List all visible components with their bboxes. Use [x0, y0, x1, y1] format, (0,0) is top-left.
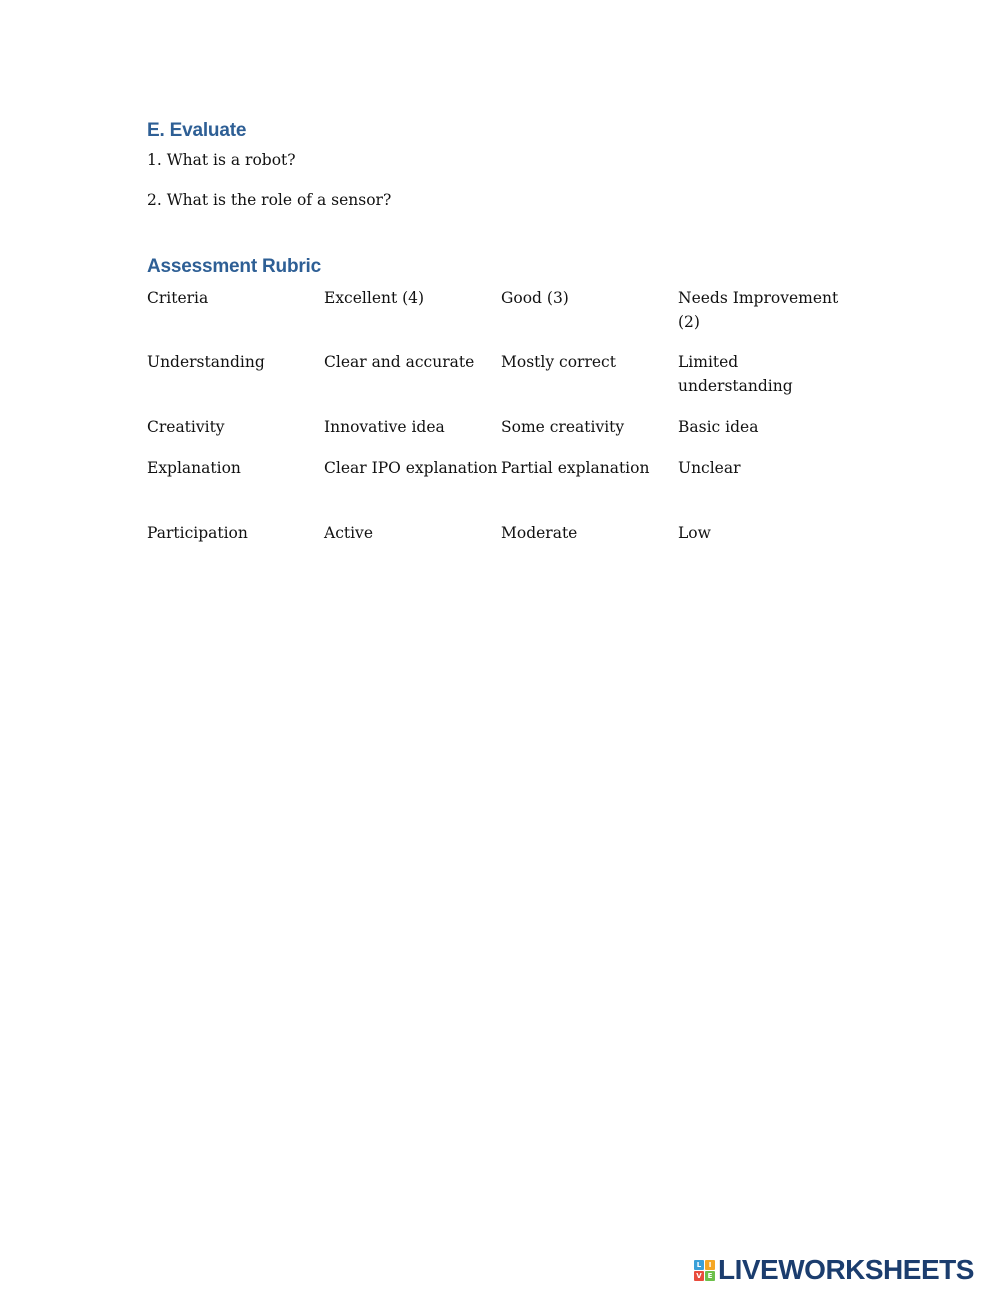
header-good: Good (3)	[501, 289, 569, 307]
liveworksheets-wordmark: LIVEWORKSHEETS	[718, 1254, 974, 1285]
table-row	[147, 350, 848, 415]
table-row	[147, 456, 848, 521]
assessment-rubric-table	[147, 286, 848, 586]
liveworksheets-branding	[694, 1255, 974, 1285]
rubric-cell: Active	[324, 524, 373, 542]
rubric-title: Assessment Rubric	[147, 256, 322, 277]
rubric-cell: Limited understanding	[678, 353, 793, 395]
rubric-cell: Unclear	[678, 459, 741, 477]
header-needs-improvement: Needs Improvement (2)	[678, 289, 839, 331]
rubric-cell: Innovative idea	[324, 418, 445, 436]
rubric-cell: Creativity	[147, 418, 225, 436]
header-excellent: Excellent (4)	[324, 289, 425, 307]
liveworksheets-logo-icon	[694, 1260, 715, 1281]
rubric-cell: Understanding	[147, 353, 265, 371]
rubric-cell: Clear and accurate	[324, 353, 475, 371]
rubric-cell: Partial explanation	[501, 459, 650, 477]
logo-square: I	[705, 1260, 715, 1270]
question-1: 1. What is a robot?	[147, 151, 296, 169]
header-criteria: Criteria	[147, 289, 209, 307]
logo-square: V	[694, 1271, 704, 1281]
table-row	[147, 521, 848, 586]
rubric-cell: Explanation	[147, 459, 241, 477]
rubric-cell: Low	[678, 524, 711, 542]
rubric-cell: Clear IPO explanation	[324, 459, 498, 477]
rubric-cell: Mostly correct	[501, 353, 616, 371]
question-2: 2. What is the role of a sensor?	[147, 191, 392, 209]
table-row	[147, 415, 848, 456]
logo-square: E	[705, 1271, 715, 1281]
rubric-header-row	[147, 286, 848, 350]
section-e-title: E. Evaluate	[147, 120, 247, 141]
rubric-cell: Participation	[147, 524, 248, 542]
logo-square: L	[694, 1260, 704, 1270]
rubric-cell: Some creativity	[501, 418, 625, 436]
rubric-cell: Basic idea	[678, 418, 759, 436]
rubric-cell: Moderate	[501, 524, 578, 542]
